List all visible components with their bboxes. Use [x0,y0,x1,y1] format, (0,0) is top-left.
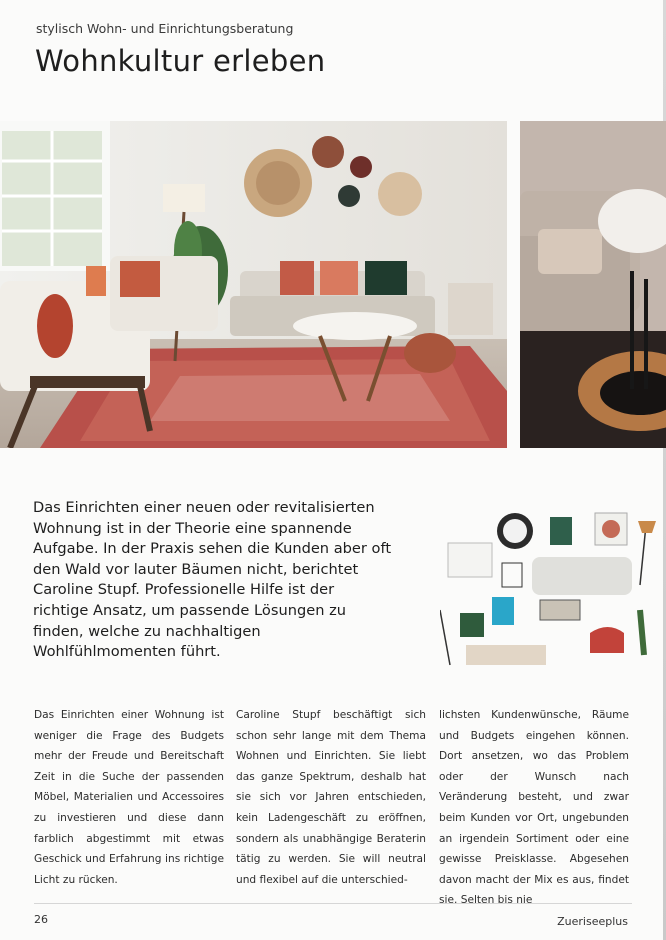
lead-text: Das Einrichten einer neuen oder revitalisierten Wohnung ist in der Theorie eine spannende Aufgabe. In der Praxis sehen die Kunden aber oft den Wald vor lauter Bäumen nicht, berichtet Caroline Stupf. Professionelle Hilfe ist der richtige Ansatz, um passende Lösungen zu finden, welche zu nachhaltigen Wohlfühlmomenten führt. [33,499,392,661]
lead-paragraph [33,498,393,663]
living-room-photo [0,121,507,448]
detail-photo [520,121,666,448]
body-column-2: Caroline Stupf beschäftigt sich schon sehr lange mit dem Thema Wohnen und Einrichten. Sie liebt das ganze Spektrum, deshalb hat sie sich vor Jahren entschieden, kein Ladengeschäft zu eröffnen, sondern als unabhängige Beraterin tätig zu werden. Sie will neutral und flexibel auf die unterschied- [236,709,426,886]
moodboard-collage [440,505,662,683]
page-number: 26 [34,913,48,926]
footer-rule [34,903,632,904]
body-column-1: Das Einrichten einer Wohnung ist weniger die Frage des Budgets mehr der Freude und Bereitschaft Zeit in die Suche der passenden Möbel, Materialien und Accessoires zu investieren und diese dann farblich abgestimmt mit etwas Geschick und Erfahrung ins richtige Licht zu rücken. [34,709,224,886]
publication-name: Zueriseeplus [557,915,628,928]
page-title: Wohnkultur erleben [35,44,326,78]
body-column-3: lichsten Kundenwünsche, Räume und Budgets eingehen können. Dort ansetzen, wo das Problem oder der Wunsch nach Veränderung besteht, und zwar beim Kunden vor Ort, ungebunden an irgendein Sortiment oder eine gewisse Preisklasse. Abgesehen davon macht der Mix es aus, findet sie. Selten bis nie [439,709,629,907]
kicker: stylisch Wohn- und Einrichtungsberatung [36,21,294,36]
